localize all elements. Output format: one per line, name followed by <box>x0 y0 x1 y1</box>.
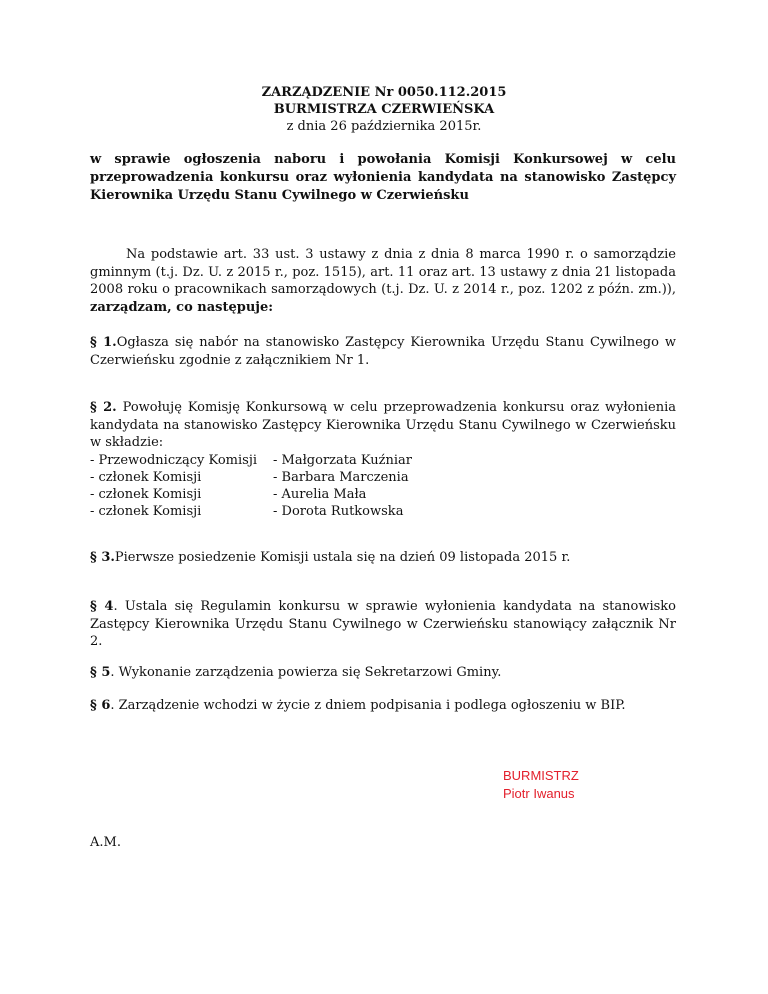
section-5 <box>90 664 676 682</box>
section-5-mark: § 5 <box>90 665 111 680</box>
section-2-text: Powołuję Komisję Konkursową w celu przeprowadzenia konkursu oraz wyłonienia kandydata na stanowisko Zastępcy Kierownika Urzędu Stanu Cywilnego w Czerwieńsku w składzie: <box>90 400 676 450</box>
section-3-text: Pierwsze posiedzenie Komisji ustala się na dzień 09 listopada 2015 r. <box>114 550 571 565</box>
preamble <box>90 246 676 316</box>
member-role: - członek Komisji <box>90 503 202 519</box>
section-3-mark: § 3. <box>90 550 115 565</box>
signature-title: BURMISTRZ <box>503 768 579 783</box>
section-5-text: . Wykonanie zarządzenia powierza się Sekretarzowi Gminy. <box>110 665 502 680</box>
ordinance-subject: w sprawie ogłoszenia naboru i powołania Komisji Konkursowej w celu przeprowadzenia konkursu oraz wyłonienia kandydata na stanowisko Zastępcy Kierownika Urzędu Stanu Cywilnego w Czerwieńsku <box>90 152 676 203</box>
section-6-mark: § 6 <box>90 698 111 713</box>
section-1 <box>90 334 676 369</box>
preamble-conclusion: zarządzam, co następuje: <box>90 299 274 315</box>
list-item <box>90 486 676 503</box>
list-item <box>90 503 676 520</box>
section-2 <box>90 399 676 520</box>
member-role: - członek Komisji <box>90 469 202 485</box>
list-item <box>90 452 676 469</box>
preamble-text: Na podstawie art. 33 ust. 3 ustawy z dnia z dnia 8 marca 1990 r. o samorządzie gminnym (t.j. Dz. U. z 2015 r., poz. 1515), art. 11 oraz art. 13 ustawy z dnia 21 listopada 2008 roku o pracownikach samorządowych (t.j. Dz. U. z 2014 r., poz. 1202 z późn. zm.)), <box>90 247 676 297</box>
member-name: - Dorota Rutkowska <box>273 503 404 519</box>
section-2-mark: § 2. <box>90 400 117 415</box>
committee-members <box>90 452 676 520</box>
member-name: - Aurelia Mała <box>273 486 367 502</box>
member-role: - członek Komisji <box>90 486 202 502</box>
section-4 <box>90 598 676 651</box>
issue-date: z dnia 26 października 2015r. <box>286 119 482 134</box>
section-1-mark: § 1. <box>90 335 117 350</box>
member-name: - Małgorzata Kuźniar <box>273 452 413 468</box>
member-role: - Przewodniczący Komisji <box>90 452 258 468</box>
ordinance-number: ZARZĄDZENIE Nr 0050.112.2015 <box>261 85 507 100</box>
section-6 <box>90 697 676 715</box>
list-item <box>90 469 676 486</box>
section-4-mark: § 4 <box>90 599 114 614</box>
section-1-text: Ogłasza się nabór na stanowisko Zastępcy Kierownika Urzędu Stanu Cywilnego w Czerwieńsku zgodnie z załącznikiem Nr 1. <box>90 335 676 368</box>
section-6-text: . Zarządzenie wchodzi w życie z dniem podpisania i podlega ogłoszeniu w BIP. <box>110 698 626 713</box>
section-4-text: . Ustala się Regulamin konkursu w sprawie wyłonienia kandydata na stanowisko Zastępcy Kierownika Urzędu Stanu Cywilnego w Czerwieńsku stanowiący załącznik Nr 2. <box>90 599 676 649</box>
issuer: BURMISTRZA CZERWIEŃSKA <box>273 102 495 117</box>
signature-block <box>503 767 579 803</box>
document-header <box>0 84 768 135</box>
signature-name: Piotr Iwanus <box>503 786 575 801</box>
author-initials: A.M. <box>90 835 121 850</box>
section-3 <box>90 549 676 567</box>
member-name: - Barbara Marczenia <box>273 469 409 485</box>
